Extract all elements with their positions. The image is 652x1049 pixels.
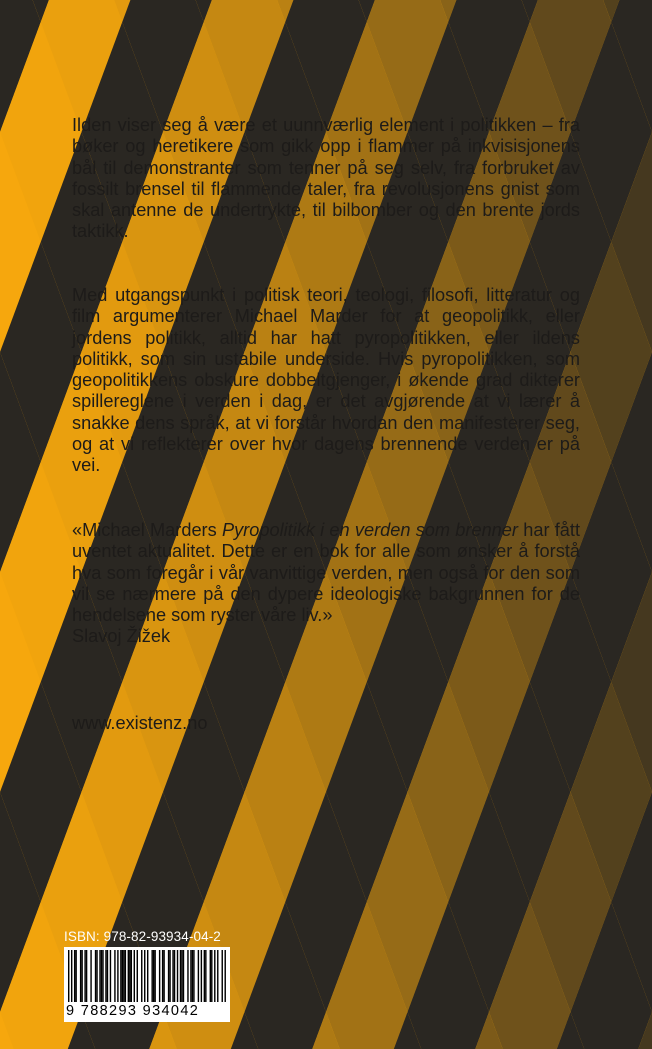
barcode-bar bbox=[84, 950, 85, 1002]
barcode-bar bbox=[192, 950, 193, 1002]
barcode-bar bbox=[80, 950, 81, 1002]
barcode-bar bbox=[154, 950, 155, 1002]
barcode-bar bbox=[159, 950, 160, 1002]
barcode-bar bbox=[174, 950, 175, 1002]
barcode-bar bbox=[122, 950, 123, 1002]
barcode-bar bbox=[225, 950, 226, 1002]
barcode-bar bbox=[222, 950, 223, 1002]
barcode-bar bbox=[214, 950, 215, 1002]
barcode-bar bbox=[68, 950, 69, 1002]
barcode-bar bbox=[144, 950, 145, 1002]
barcode-bar bbox=[95, 950, 96, 1002]
barcode-bar bbox=[114, 950, 115, 1002]
isbn-label: ISBN: 978-82-93934-04-2 bbox=[64, 929, 221, 944]
barcode-bar bbox=[75, 950, 76, 1002]
barcode-bar bbox=[210, 950, 211, 1002]
barcode-bar bbox=[102, 950, 103, 1002]
barcode-bar bbox=[120, 950, 121, 1002]
barcode-bar bbox=[125, 950, 126, 1002]
blurb-paragraph-2: Med utgangspunkt i politisk teori, teologi, filosofi, litteratur og film argumenterer Michael Marder for at geopolitikk, eller jordens politikk, alltid har hatt pyropolitikken, eller ildens politikk, som sin ustabile underside. Hvis pyropolitikken, som geopolitikkens obskure dobbeltgjenger, i økende grad dikterer spillereglene i verden i dag, er det avgjørende at vi lærer å snakke dens språk, at vi forstår hvordan den manifesterer seg, og at vi reflekterer over hvor dagens brennende verden er på vei. bbox=[72, 285, 580, 476]
barcode-bar bbox=[172, 950, 173, 1002]
barcode-bar bbox=[71, 950, 72, 1002]
barcode-bar bbox=[163, 950, 164, 1002]
barcode-bar bbox=[198, 950, 199, 1002]
quote-book-title: Pyropolitikk i en verden som brenner bbox=[221, 520, 518, 540]
quote-rest: har fått uventet aktualitet. Dette er en bok for alle som ønsker å forstå hva som foregår i vår vanvittige verden, men også for den som vil se nærmere på den dypere ideologiske bakgrunnen for de hendelsene som ryster våre liv.» bbox=[72, 520, 580, 626]
barcode-bar bbox=[81, 950, 82, 1002]
barcode-bar bbox=[128, 950, 129, 1002]
barcode-bar bbox=[168, 950, 169, 1002]
barcode-bar bbox=[187, 950, 188, 1002]
barcode-bar bbox=[147, 950, 148, 1002]
barcode-bar bbox=[131, 950, 132, 1002]
blurb-paragraph-1: Ilden viser seg å være et uunnværlig element i politikken – fra bøker og heretikere som gikk opp i flammer på inkvisisjonens bål til demonstranter som tenner på seg selv, fra forbruket av fossilt brensel til flammende taler, fra revolusjonens gnist som skal antenne de undertrykte, til bilbomber og den brente jords taktikk. bbox=[72, 115, 580, 242]
barcode-bar bbox=[117, 950, 118, 1002]
barcode-bar bbox=[110, 950, 111, 1002]
quote-body bbox=[72, 520, 580, 626]
barcode-bar bbox=[180, 950, 181, 1002]
barcode-bar bbox=[177, 950, 178, 1002]
barcode-bar bbox=[169, 950, 170, 1002]
barcode-bar bbox=[90, 950, 91, 1002]
barcode-bar bbox=[151, 950, 152, 1002]
barcode bbox=[64, 947, 230, 1022]
barcode-bar bbox=[101, 950, 102, 1002]
barcode-bar bbox=[204, 950, 205, 1002]
barcode-bars bbox=[68, 950, 226, 1002]
barcode-bar bbox=[141, 950, 142, 1002]
barcode-bar bbox=[134, 950, 135, 1002]
barcode-bar bbox=[153, 950, 154, 1002]
barcode-bar bbox=[217, 950, 218, 1002]
barcode-bar bbox=[96, 950, 97, 1002]
barcode-bar bbox=[190, 950, 191, 1002]
barcode-bar bbox=[183, 950, 184, 1002]
barcode-bar bbox=[123, 950, 124, 1002]
endorsement-quote bbox=[72, 520, 580, 648]
barcode-bar bbox=[181, 950, 182, 1002]
publisher-website: www.existenz.no bbox=[72, 713, 208, 733]
barcode-bar bbox=[193, 950, 194, 1002]
barcode-bar bbox=[74, 950, 75, 1002]
barcode-bar bbox=[137, 950, 138, 1002]
barcode-bar bbox=[211, 950, 212, 1002]
quote-open: «Michael Marders bbox=[72, 520, 222, 540]
barcode-bar bbox=[205, 950, 206, 1002]
barcode-digits: 9 788293 934042 bbox=[66, 1003, 200, 1019]
barcode-bar bbox=[107, 950, 108, 1002]
barcode-bar bbox=[201, 950, 202, 1002]
barcode-bar bbox=[162, 950, 163, 1002]
barcode-bar bbox=[86, 950, 87, 1002]
barcode-bar bbox=[105, 950, 106, 1002]
quote-attribution: Slavoj Žižek bbox=[72, 626, 171, 647]
barcode-bar bbox=[99, 950, 100, 1002]
barcode-bar bbox=[129, 950, 130, 1002]
